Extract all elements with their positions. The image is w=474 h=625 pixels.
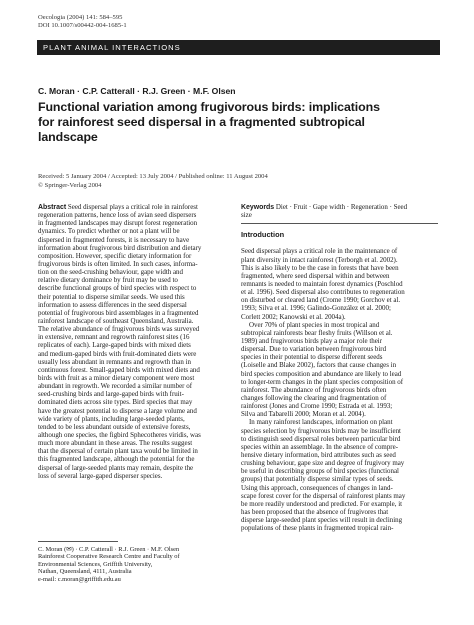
received-accepted-line: Received: 5 January 2004 / Accepted: 13 July 2004 / Published online: 11 August 2004 (38, 173, 268, 180)
text-line: be useful in describing groups of bird species (functional (241, 467, 399, 476)
text-line: and medium-gaped birds with fruit-dominated diets were (38, 349, 197, 358)
text-line: be more readily understood and predicted. For example, it (241, 499, 403, 508)
text-line: rainforest landscape of southeast Queensland, Australia. (38, 316, 194, 325)
text-line: much more abundant in these areas. The results suggest (38, 439, 193, 448)
abstract-body (38, 211, 231, 480)
text-line: information to assess differences in the seed dispersal (38, 300, 187, 309)
text-line: usually less abundant in remnants and regrowth than in (38, 357, 191, 366)
text-line: on disturbed or cleared land (Crome 1990; Gorchov et al. (241, 296, 401, 305)
text-line: potential of frugivorous bird assemblages in a fragmented (38, 308, 199, 317)
text-line: in extensive, remnant and regrowth rainforest sites (16 (38, 333, 190, 342)
text-line: rainforest. The abundance of frugivorous birds often (241, 385, 387, 394)
text-line: Environmental Sciences, Griffith University, (38, 560, 153, 568)
text-line: wide variety of plants, including large-seeded plants, (38, 414, 185, 423)
text-line: tended to be less abundant outside of extensive forests, (38, 422, 191, 431)
text-line: fragmented, where seed dispersal within and between (241, 271, 390, 280)
publication-dates (38, 173, 268, 190)
text-line: loss of several large-gaped disperser species. (38, 471, 163, 480)
text-line: 1989) and frugivorous birds play a major role their (241, 336, 383, 345)
text-line: dispersed in fragmented forests, it is necessary to have (38, 235, 190, 244)
text-line: their potential to disperse similar seeds. We used this (38, 292, 185, 301)
text-line: regeneration patterns, hence loss of avian seed dispersers (38, 211, 197, 220)
text-line: to distinguish seed dispersal roles between particular bird (241, 434, 401, 443)
text-line: This is also likely to be the case in forests that have been (241, 263, 399, 272)
text-line: composition. However, specific dietary information for (38, 251, 192, 260)
text-line: continuous forest. Small-gaped birds with mixed diets and (38, 365, 200, 374)
text-line: dispersal of large-seeded plants may remain, despite the (38, 463, 194, 472)
text-line: (Loiselle and Blake 2002), factors that cause changes in (241, 361, 397, 370)
footnote-body (38, 546, 231, 583)
text-line: abundant in regrowth. We recorded a similar number of (38, 382, 193, 391)
text-line: to longer-term changes in the plant species composition of (241, 377, 404, 386)
text-line: et al. 1996). Seed dispersal also contributes to regeneration (241, 288, 405, 297)
text-line: subtropical rainforests bear fleshy fruits (Willson et al. (241, 328, 393, 337)
text-line: that the dispersal of certain plant taxa would be limited in (38, 447, 198, 456)
text-line: species within an assemblage. In the absence of compre- (241, 442, 398, 451)
text-line: has been proposed that the absence of frugivores that (241, 507, 389, 516)
text-line: dominated diets across site types. Bird species that may (38, 398, 193, 407)
abstract-label: Abstract (38, 204, 67, 211)
text-line: The relative abundance of frugivorous birds was surveyed (38, 325, 200, 334)
text-line: Rainforest Cooperative Research Centre and Faculty of (38, 553, 180, 561)
introduction-body (241, 247, 438, 532)
text-line: in fragmented landscapes may disrupt forest regeneration (38, 219, 198, 228)
text-line: populations of these plants in fragmented tropical rain- (241, 524, 394, 533)
title-line: landscape (38, 130, 98, 144)
text-line: replicates of each). Large-gaped birds with mixed diets (38, 341, 191, 350)
text-line: birds with fruit as a minor dietary component were most (38, 373, 195, 382)
journal-doi-line: DOI 10.1007/s00442-004-1685-1 (38, 22, 127, 30)
abstract-column (38, 203, 231, 480)
text-line: Nathan, Queensland, 4111, Australia (38, 568, 132, 576)
text-line: crushing behaviour, gape size and degree of frugivory may (241, 459, 405, 468)
text-line: Over 70% of plant species in most tropical and (249, 320, 380, 329)
author-footnote (38, 541, 231, 583)
text-line: e-mail: c.moran@griffith.edu.au (38, 575, 121, 583)
footnote-divider (38, 541, 118, 542)
section-banner: PLANT ANIMAL INTERACTIONS (37, 40, 440, 55)
introduction-heading: Introduction (241, 230, 285, 240)
keywords-line (241, 203, 438, 211)
journal-citation (38, 14, 127, 31)
keywords-line-2: size (241, 211, 252, 220)
text-line: changes following the clearing and fragmentation of (241, 393, 387, 402)
keywords-divider (241, 223, 438, 224)
text-line: Corlett 2002; Kanowski et al. 2004a). (241, 312, 346, 321)
copyright-line: © Springer-Verlag 2004 (38, 181, 102, 189)
text-line: dispersal. Due to variation between frugivorous bird (241, 345, 387, 354)
text-line: hensive dietary information, bird attributes such as seed (241, 450, 396, 459)
right-column (241, 203, 438, 532)
text-line: describe functional groups of bird species with respect to (38, 284, 197, 293)
text-line: groups) that potentially disperse similar types of seeds. (241, 475, 394, 484)
abstract-text: Seed dispersal plays a critical role in rainforest (67, 203, 198, 211)
text-line: disperse large-seeded plant species will result in declining (241, 516, 403, 525)
title-line: for rainforest seed dispersal in a fragmented subtropical (38, 115, 365, 129)
text-line: remnants is needed to maintain forest dynamics (Poschlod (241, 280, 403, 288)
text-line: plant diversity in intact rainforest (Terborgh et al. 2002). (241, 255, 398, 264)
text-line: C. Moran (✉) · C.P. Catterall · R.J. Green · M.F. Olsen (38, 546, 180, 553)
text-line: relative dietary dominance by fruit may be used to (38, 276, 178, 285)
text-line: tion on the seed-crushing behaviour, gape width and (38, 268, 183, 277)
text-line: frugivorous birds is often limited. In such cases, informa- (38, 259, 198, 268)
text-line: dynamics. To predict whether or not a plant will be (38, 227, 180, 236)
text-line: this fragmented landscape, although the potential for the (38, 455, 195, 464)
text-line: 1993; Silva et al. 1996; Galindo-González et al. 2000; (241, 304, 391, 313)
text-line: species selection by frugivorous birds may be insufficient (241, 426, 401, 435)
text-line: species in their potential to disperse different seeds (241, 353, 383, 362)
text-line: rainforest (Jones and Crome 1990; Estrada et al. 1993; (241, 402, 393, 411)
text-line: bird species composition and abundance are likely to lead (241, 369, 402, 378)
text-line: Silva and Tabarelli 2000; Moran et al. 2004). (241, 410, 366, 419)
text-line: scape forest cover for the dispersal of rainforest plants may (241, 491, 406, 500)
paper-title (38, 100, 438, 145)
keywords-text: Diet · Fruit · Gape width · Regeneration · Seed (275, 203, 408, 211)
text-line: Using this approach, consequences of changes in land- (241, 483, 393, 492)
author-list: C. Moran · C.P. Catterall · R.J. Green · M.F. Olsen (38, 86, 236, 96)
title-line: Functional variation among frugivorous birds: implications (38, 100, 380, 114)
text-line: Seed dispersal plays a critical role in the maintenance of (241, 247, 398, 256)
abstract-first-line (38, 203, 231, 211)
keywords-label: Keywords (241, 204, 275, 211)
text-line: In many rainforest landscapes, information on plant (249, 418, 393, 427)
text-line: seed-crushing birds and large-gaped birds with fruit- (38, 390, 184, 399)
text-line: have the greatest potential to disperse a large volume and (38, 406, 197, 415)
journal-volume-line: Oecologia (2004) 141: 584–595 (38, 14, 123, 21)
text-line: information about frugivorous bird distribution and dietary (38, 243, 202, 252)
text-line: although one species, the figbird Sphecotheres viridis, was (38, 430, 201, 439)
